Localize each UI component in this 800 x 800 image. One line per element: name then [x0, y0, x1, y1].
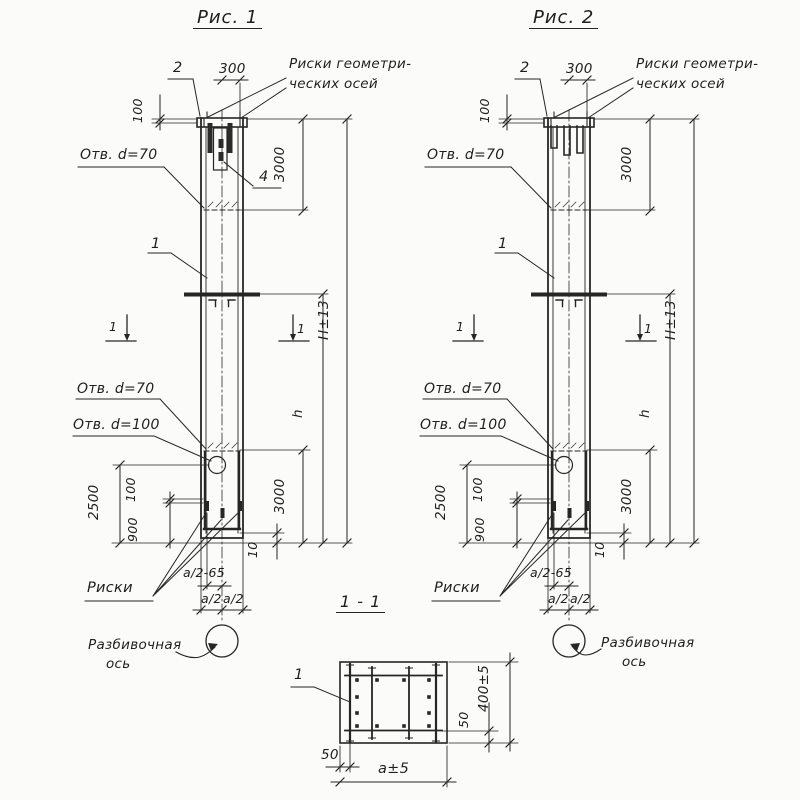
fig1-title: Рис. 1: [193, 10, 262, 29]
section-callout-1: 1: [294, 667, 304, 683]
fig1-hole-d70-top: Отв. d=70: [80, 147, 158, 163]
fig2-dim-3000-bottom: 3000: [619, 478, 635, 514]
fig2-dim-a2-left: a/2: [548, 591, 569, 606]
section-dim-400: 400±5: [476, 664, 492, 712]
fig2-axis-label-1: Разбивочная: [601, 635, 695, 651]
fig2-dim-a2-right: a/2: [570, 591, 591, 606]
section-dim-50-left: 50: [321, 747, 339, 763]
fig1-axis-label-2: ось: [106, 656, 131, 672]
fig2-dim-300: 300: [566, 61, 593, 77]
fig2-hole-d70-top: Отв. d=70: [427, 147, 505, 163]
fig1-dim-a2-right: a/2: [223, 591, 244, 606]
fig1-dim-2500: 2500: [86, 484, 102, 520]
fig2-top-dowel-slots: [551, 126, 583, 155]
fig1-dim-a2-65: a/2-65: [183, 565, 226, 580]
fig1-top-embedded-detail: [208, 123, 282, 188]
fig1-riski-axes-1: Риски геометри-: [289, 56, 412, 72]
fig1-riski-axes-2: ческих осей: [289, 76, 378, 92]
fig2-dim-2500: 2500: [433, 484, 449, 520]
fig2-riski-axes-1: Риски геометри-: [636, 56, 759, 72]
fig2-dim-100-top: 100: [477, 98, 492, 123]
fig2-dim-10: 10: [592, 541, 607, 558]
fig1-callout-1: 1: [151, 236, 161, 252]
fig1-dim-900: 900: [125, 517, 140, 542]
fig1-dim-10: 10: [245, 541, 260, 558]
fig2-dim-100-bottom: 100: [470, 477, 485, 502]
section-dim-a5: a±5: [378, 761, 410, 777]
fig2-riski-axes-2: ческих осей: [636, 76, 725, 92]
fig2-section-mark-right: 1: [644, 321, 653, 336]
fig2-title: Рис. 2: [529, 10, 598, 29]
riska-marks: [205, 501, 242, 518]
fig1-dim-H: H±13: [316, 300, 332, 340]
fig1-section-mark-right: 1: [297, 321, 306, 336]
fig1-riski-label: Риски: [87, 580, 133, 596]
axis-leaders: [176, 643, 601, 658]
fig2-dim-3000-top: 3000: [619, 146, 635, 182]
section-dim-50-right: 50: [456, 711, 471, 728]
fig2-callout-1: 1: [498, 236, 508, 252]
fig1-callout-4: 4: [259, 169, 269, 185]
fig2-dim-900: 900: [472, 517, 487, 542]
fig1-dim-a2-left: a/2: [201, 591, 222, 606]
fig2-axis-label-2: ось: [622, 654, 647, 670]
fig2-dim-H: H±13: [663, 300, 679, 340]
fig1-callout-2: 2: [173, 60, 183, 76]
fig2-dim-a2-65: a/2-65: [530, 565, 573, 580]
fig1-axis-label-1: Разбивочная: [88, 637, 182, 653]
fig1-dim-h: h: [290, 409, 306, 418]
fig2-hole-d70-bottom: Отв. d=70: [424, 381, 502, 397]
fig2-section-mark-left: 1: [456, 319, 465, 334]
fig1-dim-3000-top: 3000: [272, 146, 288, 182]
section-title: 1 - 1: [336, 594, 385, 613]
fig1-section-mark-left: 1: [109, 319, 118, 334]
fig1-dim-300: 300: [219, 61, 246, 77]
fig1-dim-100-bottom: 100: [123, 477, 138, 502]
section-cut-arrows: [124, 334, 296, 341]
fig2-callout-2: 2: [520, 60, 530, 76]
fig1-hole-d70-bottom: Отв. d=70: [77, 381, 155, 397]
fig1-dim-3000-bottom: 3000: [272, 478, 288, 514]
fig2-hole-d100: Отв. d=100: [420, 417, 507, 433]
fig2-dim-h: h: [637, 409, 653, 418]
rebar-dots: [355, 678, 431, 728]
fig1-dim-100-top: 100: [130, 98, 145, 123]
fig2-riski-label: Риски: [434, 580, 480, 596]
fig1-hole-d100: Отв. d=100: [73, 417, 160, 433]
